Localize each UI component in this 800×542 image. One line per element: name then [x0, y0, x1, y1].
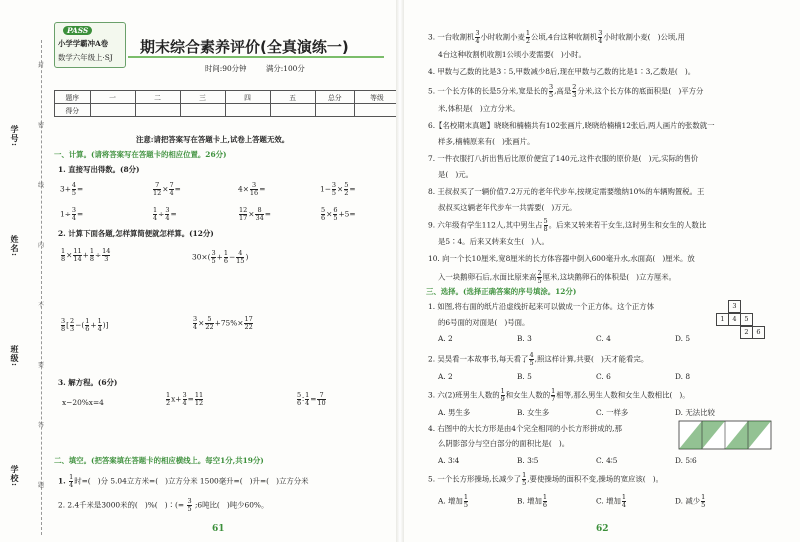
page-title: 期末综合素养评价(全真演练一) [140, 38, 349, 56]
equation: x−20%x=4 [62, 398, 104, 407]
score-row-label: 得分 [55, 104, 91, 117]
fill-question: 1. $\frac{1}{4}$ 时=( )分 5.04立方米=( )立方分米 1500毫升=( )升=( )立方分米 [58, 473, 309, 489]
net-cell: 3 [728, 300, 741, 313]
fill-question-cont: 4台这种收割机收割1公顷小麦需要( )小时。 [438, 50, 586, 59]
fill-question-cont: 入一块鹅卵石后,水面比原来高 $\frac{2}{5}$ 厘米,这块鹅卵石的体积是( )立方厘米。 [438, 269, 677, 285]
edition-name: 数学六年级上·SJ [58, 53, 113, 62]
score-header-cell: 题序 [55, 91, 91, 104]
page-number: 62 [596, 524, 609, 534]
fill-question-cont: 样多,楠楠原来有( )张画片。 [438, 137, 535, 146]
option-a[interactable]: A. 3∶4 [438, 456, 460, 465]
option-b[interactable]: B. 3∶5 [517, 456, 539, 465]
student-info-sidebar [0, 0, 52, 542]
score-input-cell[interactable] [225, 104, 270, 117]
calc-item: $\frac{3}{4}$ × $\frac{5}{22}$ +75%× $\frac{17}{22}$ [193, 315, 253, 331]
score-input-cell[interactable] [135, 104, 180, 117]
fill-question-cont: 叔叔买这辆老年代步车一共需要( )万元。 [438, 203, 577, 212]
calc-item: 4× $\frac{3}{16}$ = [238, 181, 266, 197]
calc-item: 1÷ $\frac{3}{4}$ = [60, 206, 84, 222]
shaded-rectangle-figure [678, 420, 772, 450]
pass-logo: PASS [63, 26, 92, 35]
net-cell: 2 [740, 326, 753, 339]
option-b[interactable]: B. 5 [517, 372, 532, 381]
net-cell: 6 [752, 326, 765, 339]
score-table [54, 90, 400, 117]
option-b[interactable]: B. 女生多 [517, 408, 550, 417]
equation: $\frac{1}{2}$ x+ $\frac{3}{4}$ = $\frac{11}{12}$ [166, 391, 204, 407]
title-underline [128, 56, 384, 58]
seal-char: 要 [38, 362, 45, 369]
net-cell: 1 [716, 313, 729, 326]
series-name: 小学学霸冲A卷 [58, 39, 109, 48]
name-label: 姓名: [10, 235, 20, 257]
section-heading: 三、选择。(选择正确答案的序号填涂。12分) [426, 287, 577, 296]
net-cell: 4 [728, 313, 741, 326]
cube-net-figure [710, 300, 770, 346]
time-limit: 时间:90分钟 [205, 64, 247, 73]
option-c[interactable]: C. 一样多 [596, 408, 629, 417]
choice-question: 5. 一个长方形操场,长减少了 $\frac{1}{5}$ ,要使操场的面积不变,操场的宽应该( )。 [428, 471, 663, 487]
fill-question: 2. 2.4千米是3000米的( )%( )∶(= $\frac{3}{5}$ ;6吨比( )吨少60%。 [58, 497, 269, 513]
calc-item: 1− $\frac{3}{5}$ × $\frac{5}{2}$ = [320, 181, 356, 197]
option-a[interactable]: A. 增加 $\frac{1}{5}$ [438, 493, 468, 509]
student-id-label: 学号: [10, 125, 20, 147]
calc-item: 30×( $\frac{3}{5}$ + $\frac{1}{6}$ − $\frac{4}{15}$ ) [192, 249, 249, 265]
seal-char: 题 [38, 482, 45, 489]
calc-item: $\frac{1}{8}$ × $\frac{11}{14}$ + $\frac{1}{8}$ ÷ $\frac{14}{3}$ [61, 247, 111, 263]
calc-item: 3+ $\frac{4}{5}$ = [60, 181, 84, 197]
question-title: 2. 计算下面各题,怎样算简便就怎样算。(12分) [58, 229, 214, 238]
fill-question: 8. 王叔叔买了一辆价值7.2万元的老年代步车,按规定需要缴纳10%的车辆购置税。王 [428, 187, 705, 196]
score-header-cell: 总分 [315, 91, 354, 104]
score-input-cell[interactable] [90, 104, 135, 117]
option-b[interactable]: B. 增加 $\frac{1}{6}$ [517, 493, 548, 509]
option-d[interactable]: D. 减少 $\frac{1}{5}$ [675, 493, 706, 509]
section-heading: 一、计算。(请将答案写在答题卡的相应位置。26分) [54, 150, 227, 159]
choice-question: 3. 六(2)班男生人数的 $\frac{1}{9}$ 和女生人数的 $\frac{1}{7}$ 相等,那么男生人数和女生人数相比( )。 [428, 387, 690, 403]
score-header-cell: 三 [180, 91, 225, 104]
choice-question: 4. 右图中的大长方形是由4个完全相同的小长方形拼成的,那 [428, 424, 622, 433]
fill-question: 10. 向一个长10厘米,宽8厘米的长方体容器中倒入600毫升水,水面高( )厘米。放 [428, 254, 695, 263]
equation: $\frac{5}{6}$ ∶ $\frac{1}{4}$ = $\frac{7}{10}$ [297, 391, 326, 407]
score-header-cell: 等级 [354, 91, 399, 104]
option-c[interactable]: C. 4∶5 [596, 456, 618, 465]
full-score: 满分:100分 [266, 64, 305, 73]
option-d[interactable]: D. 无法比较 [675, 408, 715, 417]
fill-question: 5. 一个长方体的长是5分米,宽是长的 $\frac{3}{5}$ ,高是 $\frac{2}{3}$ 分米,这个长方体的底面积是( )平方分 [428, 83, 704, 99]
exam-notice: 注意:请把答案写在答题卡上,试卷上答题无效。 [136, 135, 290, 144]
section-heading: 二、填空。(把答案填在答题卡的相应横线上。每空1分,共19分) [54, 456, 264, 465]
score-header-cell: 一 [90, 91, 135, 104]
option-c[interactable]: C. 4 [596, 334, 611, 343]
option-d[interactable]: D. 8 [675, 372, 691, 381]
fill-question: 9. 六年级有学生112人,其中男生占 $\frac{5}{8}$ 。后来又转来若干女生,这时男生和女生的人数比 [428, 217, 707, 233]
choice-question: 2. 吴昊看一本故事书,每天看了 $\frac{4}{5}$ ,照这样计算,共要( )天才能看完。 [428, 351, 649, 367]
choice-question: 1. 如图,将右面的纸片沿虚线折起来可以做成一个正方体。这个正方体 [428, 302, 655, 311]
option-a[interactable]: A. 2 [438, 372, 453, 381]
score-header-cell: 四 [225, 91, 270, 104]
series-badge [54, 22, 126, 68]
seal-char: 封 [38, 62, 45, 69]
option-d[interactable]: D. 5 [675, 334, 691, 343]
fill-question: 4. 甲数与乙数的比是3∶5,甲数减少8后,现在甲数与乙数的比是1∶3,乙数是( )。 [428, 67, 696, 76]
fill-question-cont: 是( )元。 [438, 170, 474, 179]
calc-item: $\frac{1}{4}$ ÷ $\frac{3}{4}$ = [153, 206, 177, 222]
fill-question: 3. 一台收割机 $\frac{3}{4}$ 小时收割小麦 $\frac{1}{2}$ 公顷,4台这种收割机 $\frac{3}{4}$ 小时收割小麦( )公顷,用 [428, 29, 686, 45]
calc-item: $\frac{12}{17}$ × $\frac{8}{34}$ = [239, 206, 271, 222]
option-d[interactable]: D. 5∶6 [675, 456, 697, 465]
fill-question-cont: 是5∶4。后来又转来女生( )人。 [438, 237, 549, 246]
option-a[interactable]: A. 男生多 [438, 408, 471, 417]
score-input-cell[interactable] [354, 104, 399, 117]
choice-question-cont: 么阴影部分与空白部分的面积比是( )。 [438, 439, 570, 448]
seal-char: 密 [38, 122, 45, 129]
fill-question: 7. 一件衣服打八折出售后比原价便宜了140元,这件衣服的原价是( )元,实际的售价 [428, 154, 699, 163]
choice-question-cont: 的6号面的对面是( )号面。 [438, 318, 530, 327]
seal-line [41, 40, 42, 535]
score-header-cell: 五 [270, 91, 315, 104]
score-input-cell[interactable] [270, 104, 315, 117]
class-label: 班级: [10, 345, 20, 367]
option-a[interactable]: A. 2 [438, 334, 453, 343]
seal-char: 答 [38, 422, 45, 429]
calc-item: $\frac{5}{6}$ × $\frac{6}{5}$ +5= [321, 206, 356, 222]
seal-char: 线 [38, 182, 45, 189]
page-number: 61 [212, 524, 225, 534]
calc-item: $\frac{7}{12}$ × $\frac{7}{4}$ = [153, 181, 181, 197]
fill-question-cont: 米,体积是( )立方分米。 [438, 104, 520, 113]
right-page [400, 0, 800, 542]
net-cell: 5 [740, 313, 753, 326]
fill-question: 6.【名校期末真题】晓晓和楠楠共有102张画片,晓晓给楠楠12张后,两人画片的张数就一 [428, 121, 715, 130]
option-c[interactable]: C. 6 [596, 372, 611, 381]
calc-item: $\frac{3}{8}$ [ $\frac{2}{3}$ −( $\frac{1}{6}$ + $\frac{1}{4}$ )] [61, 317, 109, 333]
option-c[interactable]: C. 增加 $\frac{1}{4}$ [596, 493, 627, 509]
score-input-cell[interactable] [180, 104, 225, 117]
question-title: 3. 解方程。(6分) [58, 378, 118, 387]
score-header-cell: 二 [135, 91, 180, 104]
score-input-cell[interactable] [315, 104, 354, 117]
school-label: 学校: [10, 465, 20, 487]
seal-char: 内 [38, 242, 45, 249]
option-b[interactable]: B. 3 [517, 334, 532, 343]
seal-char: 不 [38, 302, 45, 309]
question-title: 1. 直接写出得数。(8分) [58, 165, 140, 174]
